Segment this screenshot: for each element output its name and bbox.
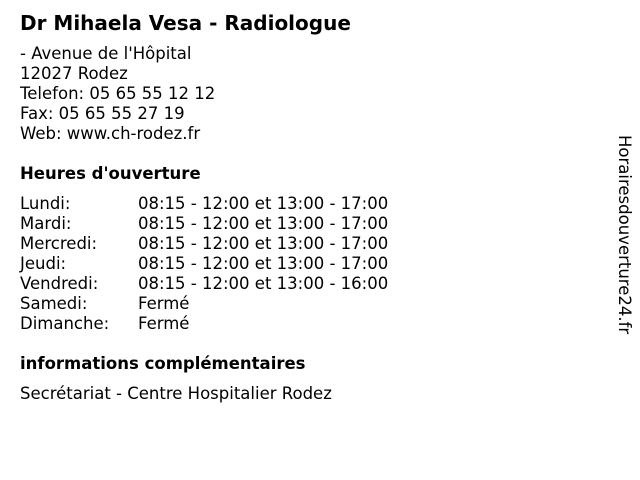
day-hours: 08:15 - 12:00 et 13:00 - 16:00 — [138, 274, 389, 293]
address-block — [20, 44, 215, 144]
phone-number: Telefon: 05 65 55 12 12 — [20, 84, 216, 103]
fax-number: Fax: 05 65 55 27 19 — [20, 104, 185, 123]
day-hours: 08:15 - 12:00 et 13:00 - 17:00 — [138, 214, 389, 233]
day-label: Lundi: — [20, 194, 71, 213]
hours-row-jeudi — [20, 254, 388, 274]
opening-hours-table — [20, 194, 388, 334]
day-label: Vendredi: — [20, 274, 99, 293]
day-hours: 08:15 - 12:00 et 13:00 - 17:00 — [138, 254, 389, 273]
opening-hours-heading: Heures d'ouverture — [20, 164, 201, 183]
day-hours: Fermé — [138, 314, 190, 333]
street-address: - Avenue de l'Hôpital — [20, 44, 192, 63]
day-label: Mardi: — [20, 214, 72, 233]
day-hours: 08:15 - 12:00 et 13:00 - 17:00 — [138, 234, 389, 253]
day-hours: Fermé — [138, 294, 190, 313]
additional-info-text: Secrétariat - Centre Hospitalier Rodez — [20, 384, 332, 403]
city-postal: 12027 Rodez — [20, 64, 128, 83]
page-title: Dr Mihaela Vesa - Radiologue — [20, 11, 351, 35]
website: Web: www.ch-rodez.fr — [20, 124, 201, 143]
day-label: Samedi: — [20, 294, 88, 313]
hours-row-mardi — [20, 214, 388, 234]
additional-info-heading: informations complémentaires — [20, 354, 306, 373]
site-watermark: Horairesdouverture24.fr — [615, 135, 634, 335]
hours-row-samedi — [20, 294, 388, 314]
hours-row-vendredi — [20, 274, 388, 294]
hours-row-mercredi — [20, 234, 388, 254]
hours-row-dimanche — [20, 314, 388, 334]
day-label: Mercredi: — [20, 234, 98, 253]
hours-row-lundi — [20, 194, 388, 214]
day-label: Dimanche: — [20, 314, 110, 333]
day-hours: 08:15 - 12:00 et 13:00 - 17:00 — [138, 194, 389, 213]
day-label: Jeudi: — [20, 254, 67, 273]
